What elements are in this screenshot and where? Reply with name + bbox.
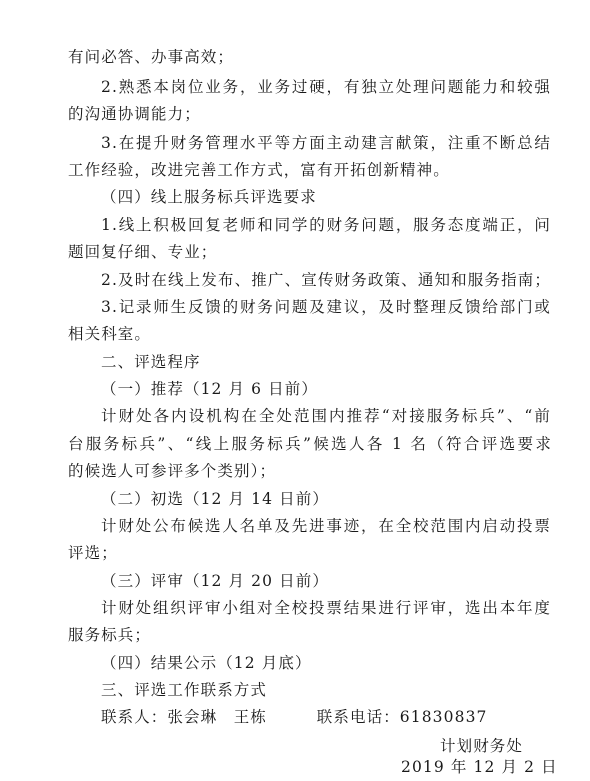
text-line: 2.及时在线上发布、推广、宣传财务政策、通知和服务指南； xyxy=(101,271,551,289)
text-line: 1.线上积极回复老师和同学的财务问题，服务态度端正，问 xyxy=(101,216,551,234)
text-line: 计财处各内设机构在全处范围内推荐“对接服务标兵”、“前 xyxy=(101,407,551,425)
section-heading: （四）线上服务标兵评选要求 xyxy=(101,188,317,206)
text-line: 的沟通协调能力； xyxy=(68,105,201,123)
text-line: 2.熟悉本岗位业务，业务过硬，有独立处理问题能力和较强 xyxy=(101,78,551,96)
contact-line: 联系人：张会琳 王栋 联系电话：61830837 xyxy=(101,708,488,726)
text-line: 计财处组织评审小组对全校投票结果进行评审，选出本年度 xyxy=(101,599,551,617)
text-line: 计财处公布候选人名单及先进事迹，在全校范围内启动投票 xyxy=(101,517,551,535)
text-line: 相关科室。 xyxy=(68,325,152,343)
text-line: 题回复仔细、专业； xyxy=(68,243,218,261)
text-line: 有问必答、办事高效； xyxy=(68,48,235,66)
text-line: 服务标兵； xyxy=(68,626,152,644)
text-line: 台服务标兵”、“线上服务标兵”候选人各 1 名（符合评选要求 xyxy=(68,435,552,453)
signature-date: 2019 年 12 月 2 日 xyxy=(401,758,558,776)
section-heading: 三、评选工作联系方式 xyxy=(101,681,268,699)
text-line: 3.在提升财务管理水平等方面主动建言献策，注重不断总结 xyxy=(101,134,551,152)
text-line: 评选； xyxy=(68,544,118,562)
subsection-heading: （四）结果公示（12 月底） xyxy=(101,654,312,672)
subsection-heading: （三）评审（12 月 20 日前） xyxy=(101,572,329,590)
section-heading: 二、评选程序 xyxy=(101,353,201,371)
subsection-heading: （一）推荐（12 月 6 日前） xyxy=(101,380,318,398)
text-line: 3.记录师生反馈的财务问题及建议，及时整理反馈给部门或 xyxy=(101,298,551,316)
signature-organization: 计划财务处 xyxy=(440,737,524,755)
text-line: 的候选人可参评多个类别）； xyxy=(68,462,277,480)
text-line: 工作经验，改进完善工作方式，富有开拓创新精神。 xyxy=(68,161,450,179)
subsection-heading: （二）初选（12 月 14 日前） xyxy=(101,490,329,508)
